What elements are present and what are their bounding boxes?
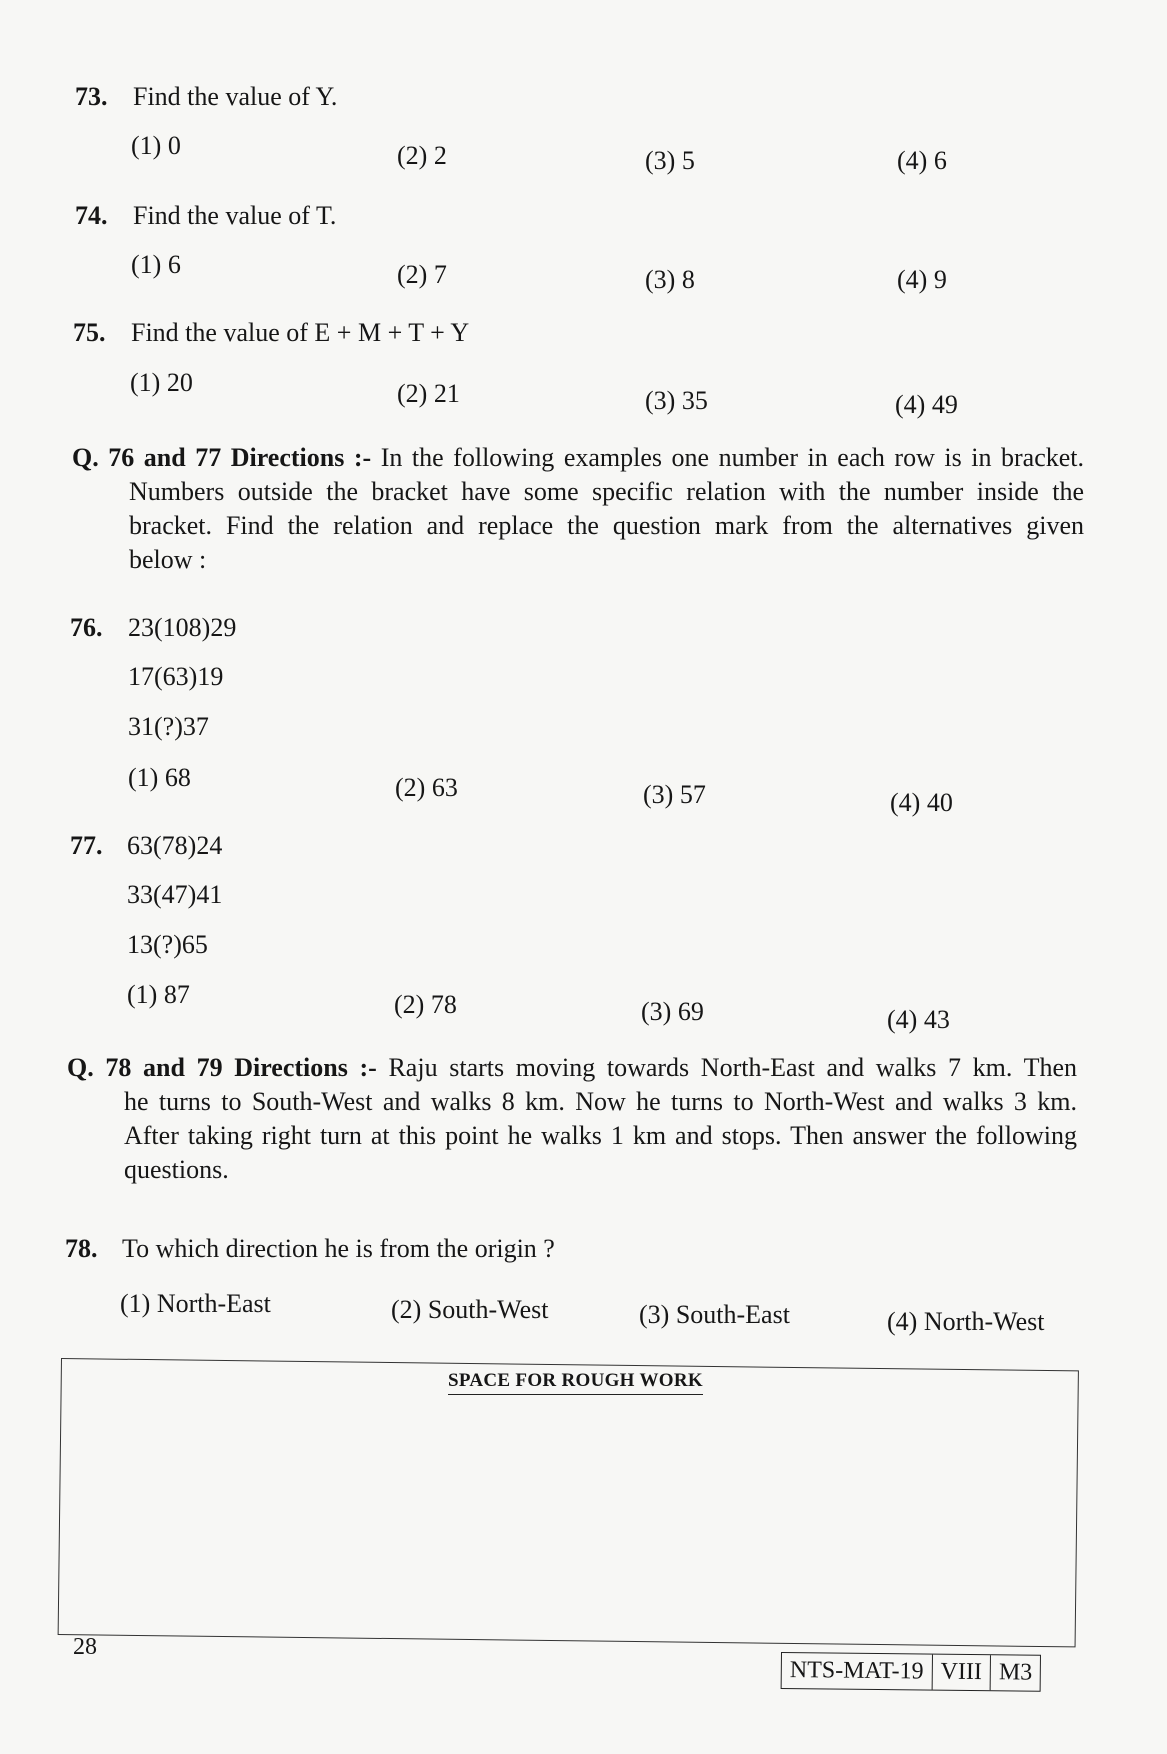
question-stem: To which direction he is from the origin ?: [122, 1234, 555, 1263]
option-1: (1) North-East: [120, 1289, 271, 1318]
option-2: (2) 63: [395, 773, 458, 802]
directions-line: bracket. Find the relation and replace the question mark from the alternatives given: [129, 511, 1084, 540]
paper-code-box: [781, 1652, 1042, 1692]
option-4: (4) 49: [895, 390, 958, 419]
question-stem: Find the value of Y.: [133, 82, 338, 111]
paper-set: M3: [998, 1659, 1033, 1686]
question-number: 77.: [70, 831, 103, 860]
question-stem: Find the value of T.: [133, 201, 337, 230]
directions-line: [72, 441, 1084, 475]
number-row: 33(47)41: [127, 880, 223, 909]
directions-text: In the following examples one number in each row is in bracket.: [380, 443, 1084, 472]
option-1: (1) 0: [131, 131, 181, 160]
option-2: (2) South-West: [391, 1295, 549, 1324]
directions-heading: Q. 76 and 77 Directions :-: [72, 443, 372, 472]
paper-class: VIII: [932, 1655, 991, 1691]
option-4: (4) 6: [897, 146, 947, 175]
directions-line: questions.: [124, 1155, 229, 1184]
directions-76-77: [72, 441, 1084, 577]
number-row: 23(108)29: [128, 613, 237, 642]
option-2: (2) 78: [394, 990, 457, 1019]
directions-78-79: [67, 1051, 1077, 1187]
question-number: 75.: [73, 318, 106, 347]
directions-text: Raju starts moving towards North-East and walks 7 km. Then: [388, 1053, 1077, 1082]
question-number: 78.: [65, 1234, 98, 1263]
directions-line: Numbers outside the bracket have some specific relation with the number inside the: [129, 477, 1084, 506]
option-3: (3) 35: [645, 386, 708, 415]
directions-heading: Q. 78 and 79 Directions :-: [67, 1053, 377, 1082]
directions-line: he turns to South-West and walks 8 km. Now he turns to North-West and walks 3 km.: [124, 1087, 1077, 1116]
option-2: (2) 2: [397, 141, 447, 170]
option-3: (3) 5: [645, 146, 695, 175]
directions-line: After taking right turn at this point he walks 1 km and stops. Then answer the following: [124, 1121, 1077, 1150]
number-row: 63(78)24: [127, 831, 223, 860]
rough-work-title: SPACE FOR ROUGH WORK: [448, 1370, 703, 1395]
question-stem: Find the value of E + M + T + Y: [131, 318, 470, 347]
option-1: (1) 20: [130, 368, 193, 397]
number-row: 17(63)19: [128, 662, 224, 691]
number-row: 13(?)65: [127, 930, 208, 959]
option-3: (3) 8: [645, 265, 695, 294]
option-1: (1) 87: [127, 980, 190, 1009]
option-3: (3) 69: [641, 997, 704, 1026]
option-4: (4) 9: [897, 265, 947, 294]
option-1: (1) 6: [131, 250, 181, 279]
page-number: 28: [73, 1634, 97, 1660]
option-2: (2) 21: [397, 379, 460, 408]
paper-code: NTS-MAT-19: [782, 1653, 933, 1690]
question-number: 73.: [75, 82, 108, 111]
option-3: (3) South-East: [639, 1300, 790, 1329]
number-row: 31(?)37: [128, 712, 209, 741]
option-1: (1) 68: [128, 763, 191, 792]
option-3: (3) 57: [643, 780, 706, 809]
option-4: (4) 43: [887, 1005, 950, 1034]
question-number: 74.: [75, 201, 108, 230]
option-4: (4) North-West: [887, 1307, 1045, 1336]
directions-line: [67, 1051, 1077, 1085]
option-2: (2) 7: [397, 260, 447, 289]
rough-work-box: [58, 1358, 1079, 1647]
option-4: (4) 40: [890, 788, 953, 817]
question-number: 76.: [70, 613, 103, 642]
directions-line: below :: [129, 545, 207, 574]
